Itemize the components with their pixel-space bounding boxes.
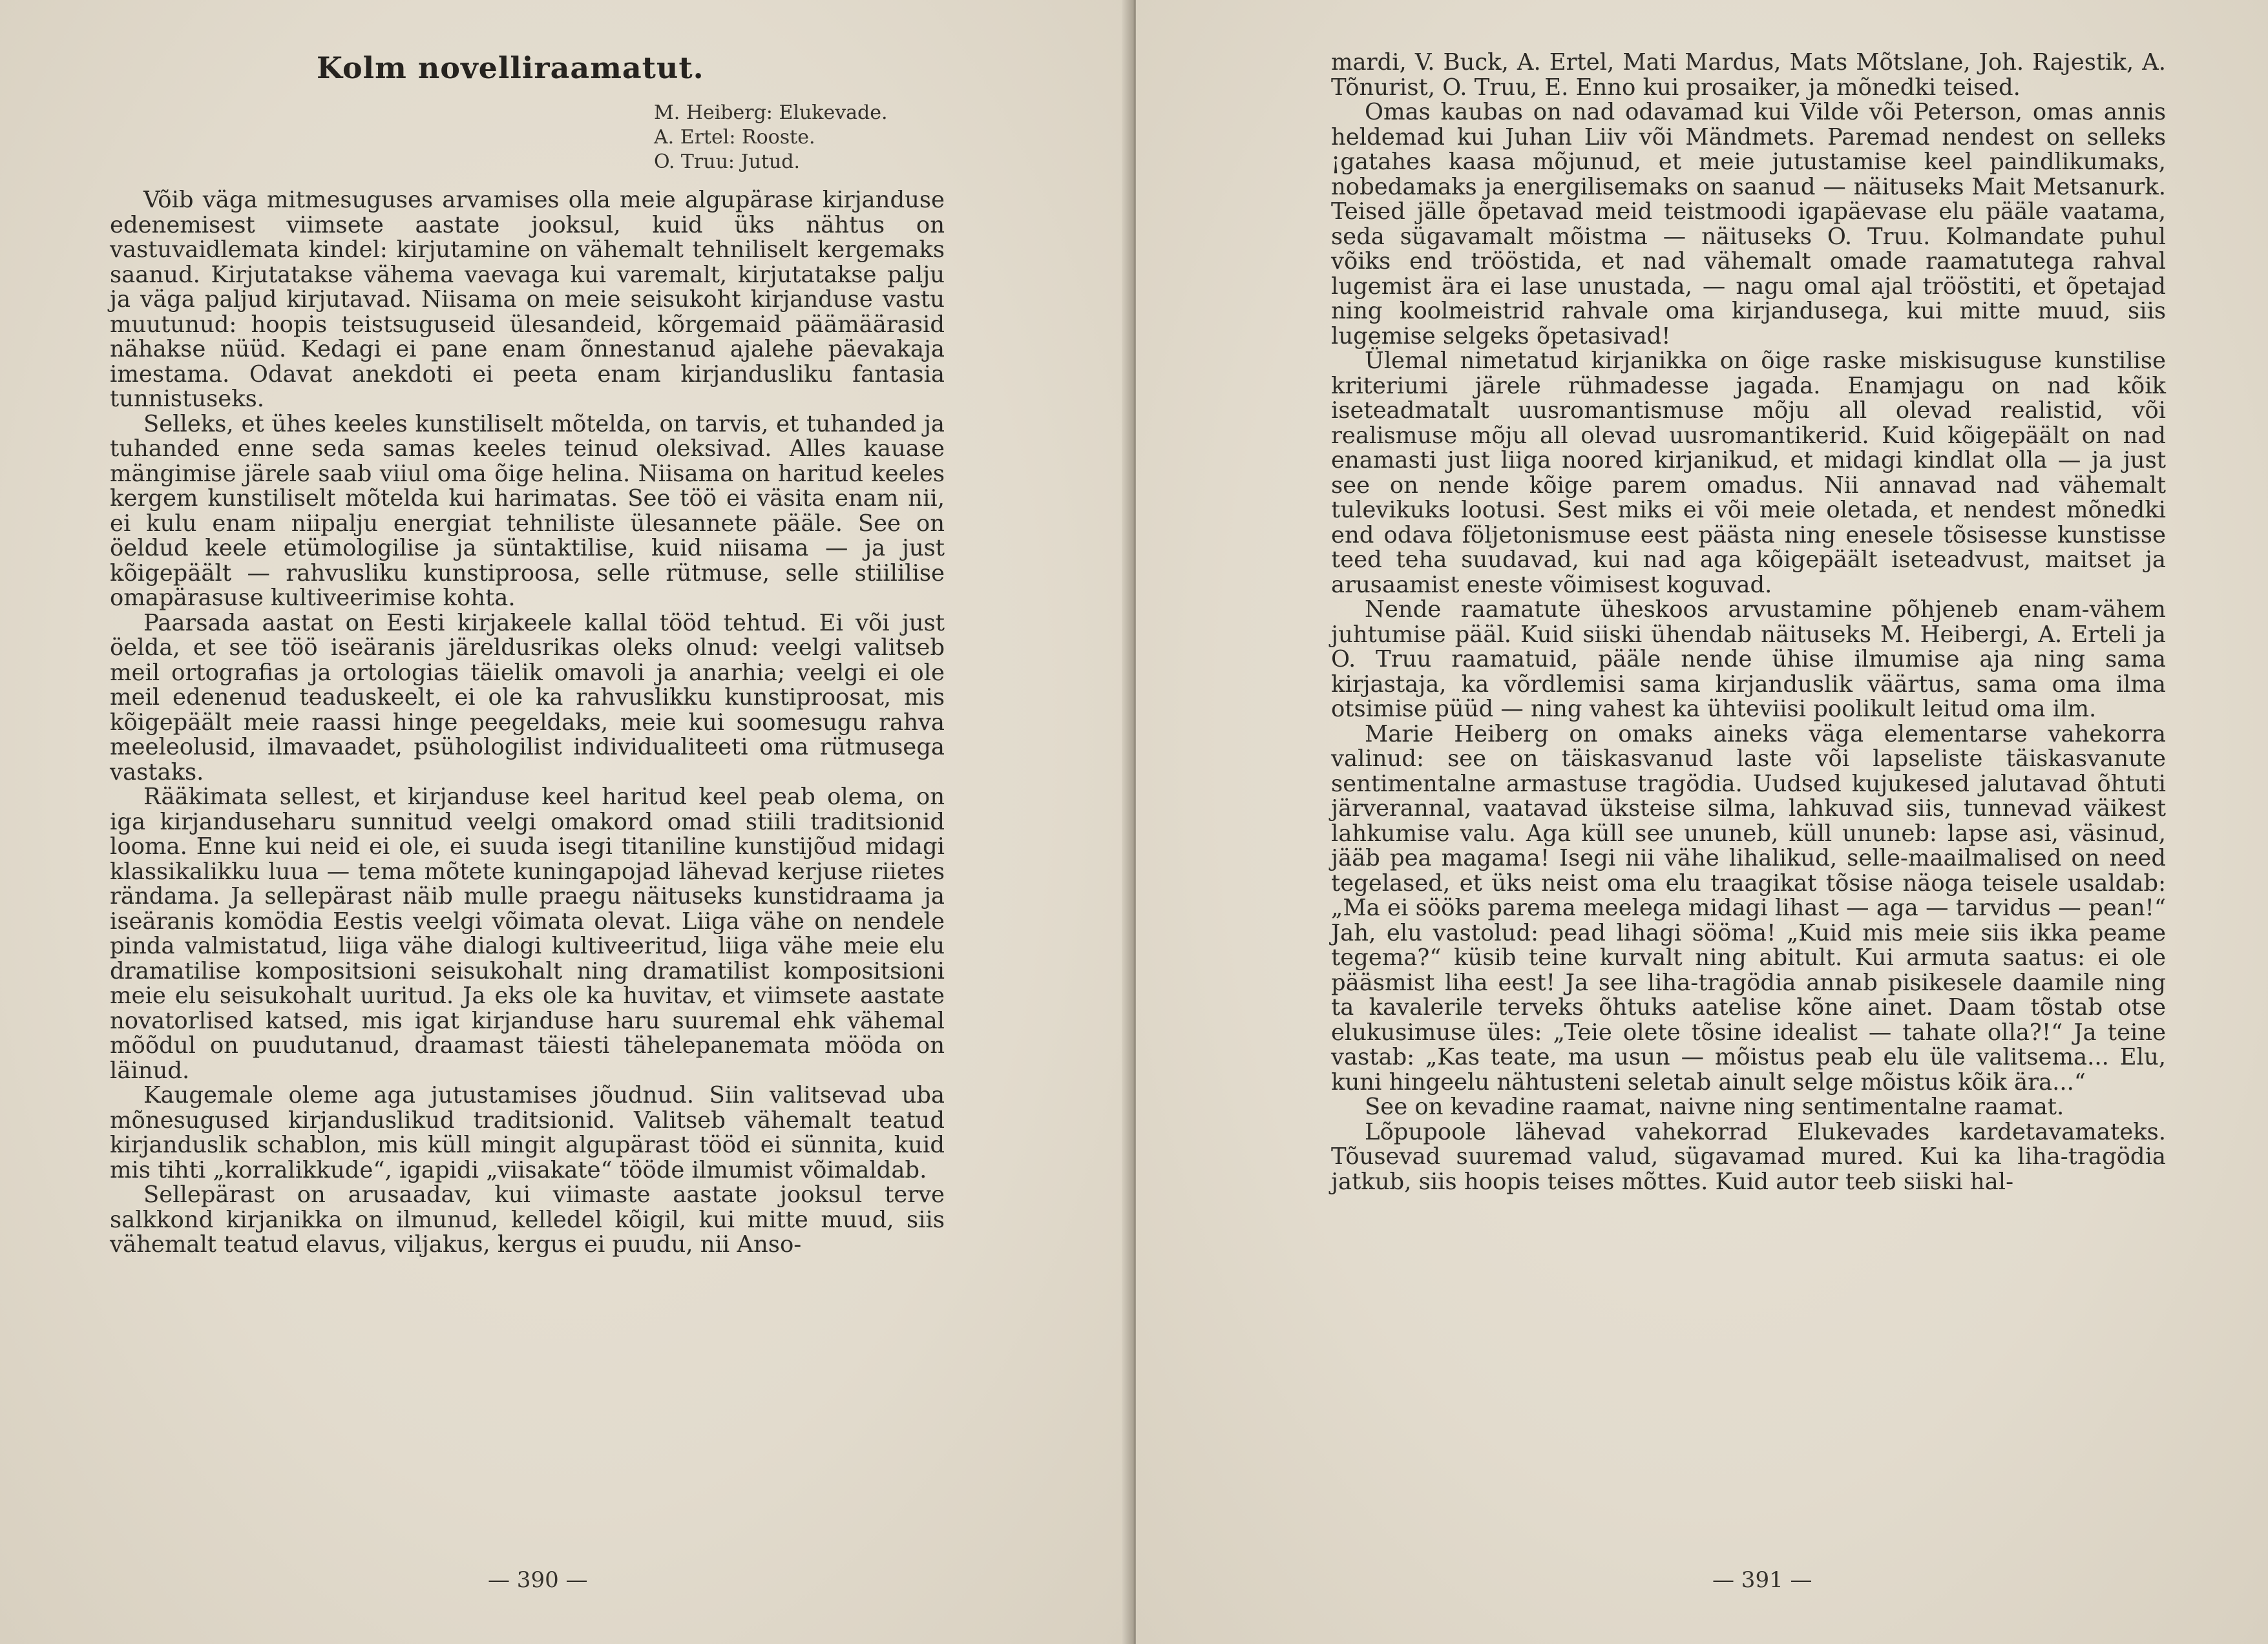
paragraph: Võib väga mitmesuguses arvamises olla meie algupärase kirjanduse edenemisest viimsete aastate jooksul, kuid üks nähtus on vastuvaidlemata kindel: kirjutamine on vähemalt tehniliselt kergemaks saanud. Kirjutatakse vähema vaevaga kui varemalt, kirjutatakse palju ja väga paljud kirjutavad. Niisama on meie seisukoht kirjanduse vastu muutunud: hoopis teistsuguseid ülesandeid, kõrgemaid päämäärasid nähakse nüüd. Kedagi ei pane enam õnnestanud ajalehe päevakaja imestama. Odavat anekdoti ei peeta enam kirjandusliku fantasia tunnistuseks. xyxy=(110,187,945,412)
paragraph: Marie Heiberg on omaks aineks väga elementarse vahekorra valinud: see on täiskasvanud laste või lapseliste täiskasvanute sentimentalne armastuse tragödia. Uudsed kujukesed jalutavad õhtuti järverannal, vaatavad üksteise silma, lahkuvad siis, tunnevad väikest lahkumise valu. Aga küll see ununeb, küll ununeb: lapse asi, väsinud, jääb pea magama! Isegi nii vähe lihalikud, selle-maailmalised on need tegelased, et üks neist oma elu traagikat tõsise näoga teisele usaldab: „Ma ei sööks parema meelega midagi lihast — aga — tarvidus — pean!“ Jah, elu vastolud: pead lihagi sööma! „Kuid mis meie siis ikka peame tegema?“ küsib teine kurvalt ning abitult. Kui armuta saatus: ei ole pääsmist liha eest! Ja see liha-tragödia annab pisikesele daamile ning ta kavalerile terveks õhtuks aatelise kõne ainet. Daam tõstab otse elukusimuse üles: „Teie olete tõsine idealist — tahate olla?!“ Ja teine vastab: „Kas teate, ma usun — mõistus peab elu üle valitsema... Elu, kuni hingeelu nähtusteni seletab ainult selge mõistus kõik ära...“ xyxy=(1331,720,2166,1096)
left-page xyxy=(0,0,1132,1644)
reviewed-book: A. Ertel: Rooste. xyxy=(654,126,815,149)
paragraph-continuation: mardi, V. Buck, A. Ertel, Mati Mardus, Mats Mõtslane, Joh. Rajestik, A. Tõnurist, O. Truu, E. Enno kui prosaiker, ja mõnedki teised. xyxy=(1331,49,2166,101)
paragraph: Rääkimata sellest, et kirjanduse keel haritud keel peab olema, on iga kirjanduseharu sunnitud veelgi omakord omad stiili traditsionid looma. Enne kui neid ei ole, ei suuda isegi titaniline kunstijõud midagi klassikalikku luua — tema mõtete kuningapojad lähevad kerjuse riietes rändama. Ja sellepärast näib mulle praegu näituseks kunstidraama ja iseäranis komödia Eestis veelgi võimata olevat. Liiga vähe on nendele pinda valmistatud, liiga vähe dialogi kultiveeritud, liiga vähe meie elu dramatilise kompositsioni seisukohalt ning dramatilist kompositsioni meie elu seisukohalt uuritud. Ja eks ole ka huvitav, et viimsete aastate novatorlised katsed, mis igat kirjanduse haru suuremal ehk vähemal mõõdul on puudutanud, draamast täiesti tähelepanemata mööda on läinud. xyxy=(110,784,945,1084)
page-number: — 391 — xyxy=(1712,1567,1812,1593)
reviewed-books-list xyxy=(654,101,888,174)
paragraph: See on kevadine raamat, naivne ning sentimentalne raamat. xyxy=(1365,1094,2064,1120)
article-title: Kolm novelliraamatut. xyxy=(317,50,704,85)
paragraph: Paarsada aastat on Eesti kirjakeele kallal tööd tehtud. Ei või just öelda, et see töö iseäranis järeldusrikas oleks olnud: veelgi valitseb meil ortografias ja ortologias täielik omavoli ja anarhia; veelgi ei ole meil edenenud teaduskeelt, ei ole ka rahvuslikku kunstiproosat, mis kõigepäält meie raassi hinge peegeldaks, meie kui soomesugu rahva meeleolusid, ilmavaadet, psühologilist individualiteeti oma rütmusega vastaks. xyxy=(110,609,945,786)
paragraph: Kaugemale oleme aga jutustamises jõudnud. Siin valitsevad uba mõnesugused kirjanduslikud traditsionid. Valitseb vähemalt teatud kirjanduslik schablon, mis küll mingit algupärast tööd ei sünnita, kuid mis tihti „korralikkude“, igapidi „viisakate“ tööde ilmumist võimaldab. xyxy=(110,1082,945,1183)
paragraph: Ülemal nimetatud kirjanikka on õige raske miskisuguse kunstilise kriteriumi järele rühmadesse jagada. Enamjagu on nad kõik iseteadmatalt uusromantismuse mõju all olevad realistid, või realismuse mõju all olevad uusromantikerid. Kuid kõigepäält on nad enamasti just liiga noored kirjanikud, et midagi kindlat olla — ja just see on nende kõige parem omadus. Nii annavad nad vähemalt tulevikuks lootusi. Sest miks ei või meie oletada, et nendest mõnedki end odava följetonismuse eest päästa ning enesele tõsisesse kunstisse teed teha suudavad, kui nad aga kõigepäält iseteadvust, maitset ja arusaamist eneste võimisest koguvad. xyxy=(1331,348,2166,598)
paragraph: Nende raamatute üheskoos arvustamine põhjeneb enam-vähem juhtumise pääl. Kuid siiski ühendab näituseks M. Heibergi, A. Erteli ja O. Truu raamatuid, pääle nende ühise ilmumise aja ning sama kirjastaja, ka võrdlemisi sama kirjanduslik väärtus, sama oma ilma otsimise püüd — ning vahest ka ühteviisi poolikult leitud oma ilm. xyxy=(1331,596,2166,722)
reviewed-book: O. Truu: Jutud. xyxy=(654,151,801,173)
page-number: — 390 — xyxy=(488,1567,588,1593)
paragraph: Selleks, et ühes keeles kunstiliselt mõtelda, on tarvis, et tuhanded ja tuhanded enne seda samas keeles teinud oleksivad. Alles kauase mängimise järele saab viiul oma õige helina. Niisama on haritud keeles kergem kunstiliselt mõtelda kui harimatas. See töö ei väsita enam nii, ei kulu enam niipalju energiat tehniliste ülesannete pääle. See on öeldud keele etümologilise ja süntaktilise, kuid niisama — ja just kõigepäält — rahvusliku kunstiproosa, selle rütmuse, selle stiililise omapärasuse kultiveerimise kohta. xyxy=(110,410,945,611)
reviewed-book: M. Heiberg: Elukevade. xyxy=(654,101,888,124)
left-page-body xyxy=(110,188,945,1258)
paragraph: Lõpupoole lähevad vahekorrad Elukevades kardetavamateks. Tõusevad suuremad valud, sügavamad mured. Kui ka liha-tragödia jatkub, siis hoopis teises mõttes. Kuid autor teeb siiski hal- xyxy=(1331,1118,2166,1195)
paragraph: Omas kaubas on nad odavamad kui Vilde või Peterson, omas annis heldemad kui Juhan Liiv või Mändmets. Paremad nendest on selleks ¡gatahes kaasa mõjunud, et meie jutustamise keel paindlikumaks, nobedamaks ja energilisemaks on saanud — näituseks Mait Metsanurk. Teised jälle õpetavad meid teistmoodi igapäevase elu pääle vaatama, seda sügavamalt mõistma — näituseks O. Truu. Kolmandate puhul võiks end trööstida, et nad vähemalt omade raamatutega rahval lugemist ära ei lase unustada, — nagu omal ajal trööstiti, et õpetajad ning koolmeistrid rahvale oma kirjandusega, kui mitte muud, siis lugemise selgeks õpetasivad! xyxy=(1331,99,2166,349)
paragraph: Sellepärast on arusaadav, kui viimaste aastate jooksul terve salkkond kirjanikka on ilmunud, kelledel kõigil, kui mitte muud, siis vähemalt teatud elavus, viljakus, kergus ei puudu, nii Anso- xyxy=(110,1181,945,1258)
right-page-body xyxy=(1331,50,2166,1194)
right-page xyxy=(1136,0,2268,1644)
